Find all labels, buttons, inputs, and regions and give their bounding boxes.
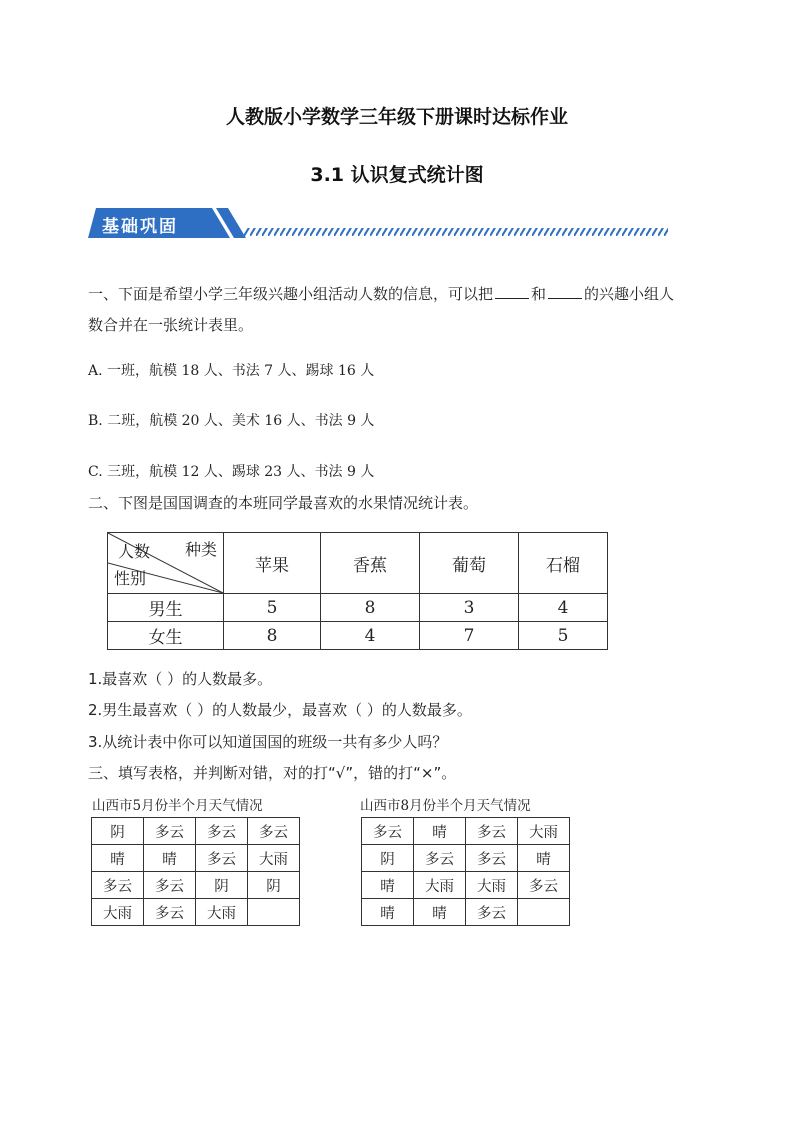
weather-cell: 多云 [196, 845, 248, 872]
q1-line1 [88, 285, 674, 302]
q2-sub3: 3.从统计表中你可以知道国国的班级一共有多少人吗？ [88, 733, 448, 751]
weather-cell: 晴 [518, 845, 570, 872]
weather-cell: 多云 [362, 818, 414, 845]
answer-blank-1[interactable] [495, 285, 529, 299]
column-header: 葡萄 [420, 533, 519, 594]
aug-table-caption: 山西市8月份半个月天气情况 [360, 798, 531, 814]
table-cell: 5 [224, 594, 321, 622]
table-row [362, 872, 570, 899]
weather-cell: 大雨 [196, 899, 248, 926]
weather-cell: 晴 [362, 872, 414, 899]
weather-cell: 大雨 [518, 818, 570, 845]
page-subtitle: 3.1 认识复式统计图 [310, 164, 484, 186]
weather-cell: 多云 [466, 899, 518, 926]
q2-sub2: 2.男生最喜欢（ ）的人数最少，最喜欢（ ）的人数最多。 [88, 701, 472, 719]
table-cell: 8 [321, 594, 420, 622]
row-label: 男生 [108, 594, 224, 622]
weather-cell: 多云 [466, 845, 518, 872]
section-banner [88, 206, 678, 242]
section-label: 基础巩固 [102, 217, 178, 237]
weather-cell: 多云 [144, 872, 196, 899]
weather-cell: 晴 [92, 845, 144, 872]
weather-cell: 晴 [362, 899, 414, 926]
q1-text-b: 和 [531, 285, 547, 303]
weather-cell: 阴 [92, 818, 144, 845]
weather-cell: 大雨 [92, 899, 144, 926]
header-gender: 性别 [114, 569, 147, 588]
weather-cell: 阴 [196, 872, 248, 899]
weather-cell: 阴 [248, 872, 300, 899]
table-cell: 3 [420, 594, 519, 622]
weather-cell: 多云 [518, 872, 570, 899]
table-row [362, 845, 570, 872]
answer-blank-2[interactable] [548, 285, 582, 299]
weather-cell: 多云 [414, 845, 466, 872]
weather-cell: 多云 [144, 899, 196, 926]
weather-cell: 多云 [466, 818, 518, 845]
may-table-caption: 山西市5月份半个月天气情况 [92, 798, 263, 814]
weather-cell: 晴 [414, 899, 466, 926]
weather-cell: 阴 [362, 845, 414, 872]
column-header: 石榴 [519, 533, 608, 594]
table-cell: 8 [224, 622, 321, 650]
weather-cell: 多云 [196, 818, 248, 845]
weather-cell: 多云 [144, 818, 196, 845]
header-count: 人数 [118, 542, 151, 561]
table-row [92, 872, 300, 899]
table-cell: 4 [321, 622, 420, 650]
weather-cell-empty[interactable] [518, 899, 570, 926]
table-row [92, 845, 300, 872]
weather-cell-empty[interactable] [248, 899, 300, 926]
table-cell: 4 [519, 594, 608, 622]
q1-text-c: 的兴趣小组人 [584, 285, 675, 303]
q2-intro: 二、下图是国国调查的本班同学最喜欢的水果情况统计表。 [88, 494, 479, 512]
q1-option-b: B. 二班，航模 20 人、美术 16 人、书法 9 人 [88, 413, 375, 429]
q1-line2: 数合并在一张统计表里。 [88, 316, 254, 334]
table-row [92, 899, 300, 926]
table-cell: 7 [420, 622, 519, 650]
table-row [108, 594, 608, 622]
table-row [108, 622, 608, 650]
q1-option-a: A. 一班，航模 18 人、书法 7 人、踢球 16 人 [88, 363, 375, 379]
header-type: 种类 [184, 540, 217, 559]
weather-cell: 晴 [144, 845, 196, 872]
page-title: 人教版小学数学三年级下册课时达标作业 [225, 106, 568, 128]
table-row [362, 899, 570, 926]
table-header-diagonal [108, 533, 224, 594]
table-row [92, 818, 300, 845]
aug-weather-table [361, 817, 570, 926]
weather-cell: 多云 [248, 818, 300, 845]
table-row [362, 818, 570, 845]
weather-cell: 多云 [92, 872, 144, 899]
q2-sub1: 1.最喜欢（ ）的人数最多。 [88, 670, 273, 688]
weather-cell: 大雨 [414, 872, 466, 899]
q1-text-a: 一、下面是希望小学三年级兴趣小组活动人数的信息，可以把 [88, 285, 494, 303]
fruit-table [107, 532, 608, 650]
q3-intro: 三、填写表格，并判断对错，对的打“√”，错的打“×”。 [88, 764, 457, 782]
weather-cell: 大雨 [466, 872, 518, 899]
column-header: 香蕉 [321, 533, 420, 594]
column-header: 苹果 [224, 533, 321, 594]
row-label: 女生 [108, 622, 224, 650]
may-weather-table [91, 817, 300, 926]
weather-cell: 大雨 [248, 845, 300, 872]
q1-option-c: C. 三班，航模 12 人、踢球 23 人、书法 9 人 [88, 464, 375, 480]
table-cell: 5 [519, 622, 608, 650]
weather-cell: 晴 [414, 818, 466, 845]
